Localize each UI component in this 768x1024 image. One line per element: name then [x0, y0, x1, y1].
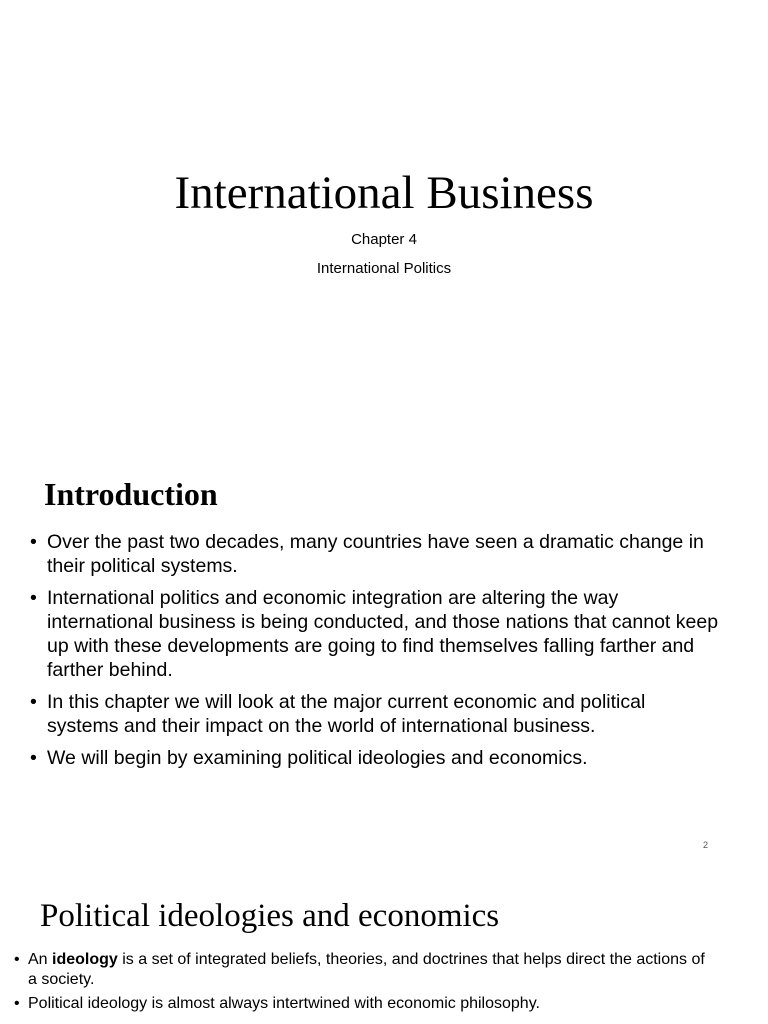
title-slide: [0, 0, 768, 432]
list-item-text-prefix: An: [28, 951, 53, 968]
slide-subtitle-chapter: Chapter 4: [351, 231, 417, 248]
list-item: [30, 586, 720, 682]
list-item: [14, 994, 714, 1014]
bullet-icon: •: [30, 587, 37, 609]
list-item-text: Political ideology is almost always intertwined with economic philosophy.: [28, 995, 540, 1012]
list-item-bold-term: ideology: [52, 951, 118, 968]
slide-subtitle-topic: International Politics: [316, 260, 452, 277]
bullet-list: [30, 530, 720, 778]
list-item: [30, 690, 720, 738]
bullet-icon: •: [14, 951, 20, 968]
introduction-slide: [0, 432, 768, 864]
list-item-text: In this chapter we will look at the major current economic and political systems and their impact on the world of international business.: [47, 691, 646, 737]
list-item-text-suffix: is a set of integrated beliefs, theories, and doctrines that helps direct the actions of a society.: [28, 951, 705, 988]
bullet-list: [14, 950, 714, 1018]
ideologies-slide: [0, 864, 768, 1024]
bullet-icon: •: [30, 531, 37, 553]
bullet-icon: •: [14, 995, 20, 1012]
list-item-text: Over the past two decades, many countries have seen a dramatic change in their political systems.: [47, 531, 704, 577]
list-item: [30, 746, 720, 770]
bullet-icon: •: [30, 691, 37, 713]
bullet-icon: •: [30, 747, 37, 769]
slide-heading: Political ideologies and economics: [40, 898, 500, 934]
list-item: [14, 950, 714, 990]
list-item-text: International politics and economic integration are altering the way international business is being conducted, and those nations that cannot keep up with these developments are going to find themselves falling farther and farther behind.: [47, 587, 719, 681]
page-number: 2: [703, 840, 709, 850]
list-item-text: We will begin by examining political ideologies and economics.: [47, 747, 588, 769]
slide-title: International Business: [174, 167, 594, 219]
slide-heading: Introduction: [44, 476, 218, 512]
list-item: [30, 530, 720, 578]
